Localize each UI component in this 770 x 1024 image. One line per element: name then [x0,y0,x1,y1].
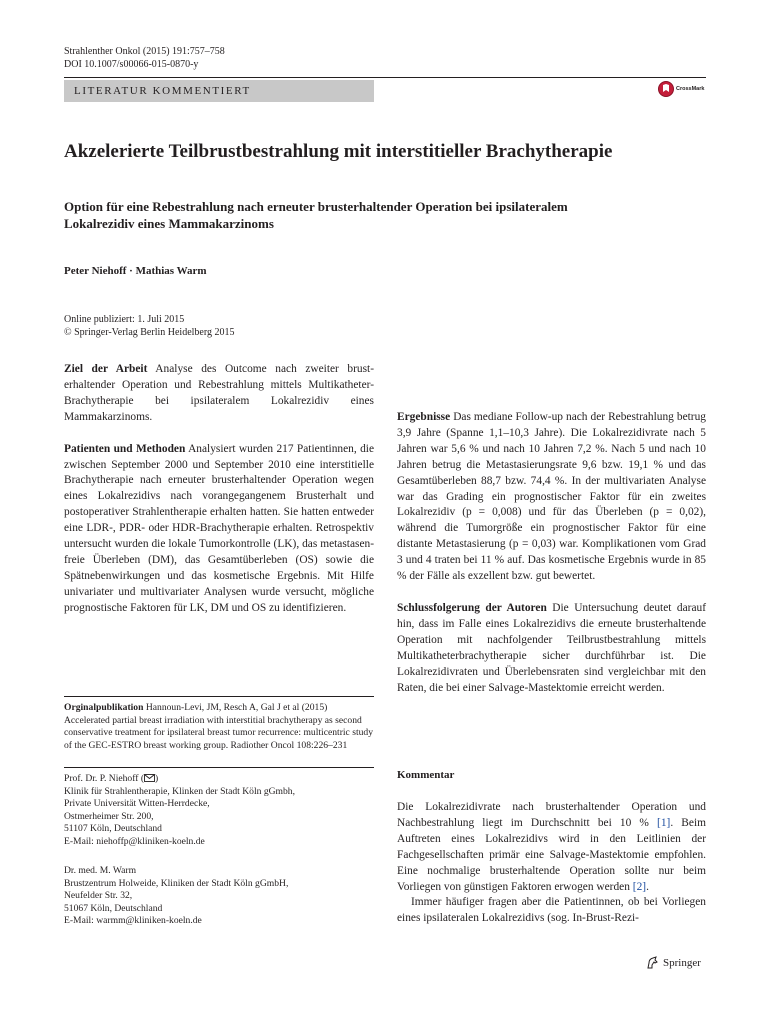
doi[interactable]: DOI 10.1007/s00066-015-0870-y [64,59,199,70]
envelope-icon [144,774,155,782]
copyright: © Springer-Verlag Berlin Heidelberg 2015 [64,327,235,338]
contact-rule [64,767,374,768]
origpub-label: Orginalpublikation [64,702,144,713]
reference-link[interactable]: [2] [632,880,647,893]
contact-address-line: Klinik für Strahlentherapie, Klinken der Stadt Köln gGmbh, [64,785,296,797]
springer-horse-icon [645,956,659,970]
ziel-label: Ziel der Arbeit [64,363,148,375]
schluss-text: Die Untersuchung deutet darauf hin, dass im Falle eines Lokalrezidivs die erneute brusterhaltende Operation mit nachfolgender Teilbrustbestrahlung mittels Multikatheterbrachytherapie sicher durchführbar ist. Die Lokalrezidivraten und Überlebensraten sind vergleichbar mit den Raten, die bei einer Salvage-Mastektomie erreicht werden. [397,601,706,694]
original-publication [64,702,374,752]
commentary-paragraph: Immer häufiger fragen aber die Patientinnen, ob bei Vorliegen eines ipsilateralen Lokalrezidivs (sog. In-Brust-Rezi- [397,896,706,925]
commentary-paragraph: Die Lokalrezidivrate nach brusterhaltender Operation und Nachbestrahlung liegt im Durchschnitt bei 10 % [1]. Beim Auftreten eines Lokalrezidivs wird in den Leitlinien der Fachgesellschaften primär eine Salvage-Mastektomie empfohlen. Eine nochmalige brusterhaltende Operation sollte nur beim Vorliegen von günstigen Faktoren erwogen werden [2]. [397,801,706,893]
methoden-label: Patienten und Methoden [64,442,186,455]
origpub-rule [64,696,374,697]
abstract-schlussfolgerung [397,601,706,696]
crossmark-icon [658,81,674,97]
abstract-ergebnisse [397,410,706,585]
publication-info [64,313,235,339]
publisher-name: Springer [663,957,701,969]
ergebnisse-label: Ergebnisse [397,411,451,423]
crossmark-label: CrossMark [676,86,705,92]
contact-address-line: Neufelder Str. 32, [64,890,133,902]
contact-address-line: 51067 Köln, Deutschland [64,902,163,914]
abstract-right-column [397,410,706,696]
abstract-left-column [64,362,374,617]
ziel-text: Analyse des Outcome nach zweiter brusterhaltender Operation und Rebestrahlung mittels Multikatheter-Brachytherapie bei ipsilateralem Lokalrezidiv eines Mammakarzinoms. [64,363,374,423]
category-banner: LITERATUR KOMMENTIERT [64,80,374,102]
abstract-methoden [64,442,374,617]
ergebnisse-text: Das mediane Follow-up nach der Rebestrahlung betrug 3,9 Jahre (Spanne 1,1–10,3 Jahre). Die Lokalrezidivrate nach 5 Jahren war 5,6 % und nach 10 Jahren 7,2 %. Nach 5 und nach 10 Jahren betrug die Metastasierungsrate 9,6 bzw. 19,1 % und das Gesamtüberleben 88,7 bzw. 74,4 %. In der multivariaten Analyse war das Grading ein prognostischer Faktor für ein zweites Lokalrezidiv (p = 0,008) und für das Überleben (p = 0,02), während die Tumorgröße ein prognostischer Faktor für eine distante Metastasierung (p = 0,03) war. Komplikationen vom Grad 3 und 4 traten bei 11 % auf. Das kosmetische Ergebnis wurde in 85 % der Fälle als exzellent bzw. gut bewertet. [397,411,706,583]
journal-citation: Strahlenther Onkol (2015) 191:757–758 [64,46,225,57]
abstract-ziel [64,362,374,426]
contact-address-line: 51107 Köln, Deutschland [64,823,162,835]
contact-address-line: Brustzentrum Holweide, Kliniken der Stadt Köln gGmbH, [64,877,289,889]
crossmark-badge[interactable] [658,80,704,98]
commentary-body [397,800,706,927]
authors: Peter Niehoff · Mathias Warm [64,265,207,277]
online-date: Online publiziert: 1. Juli 2015 [64,314,185,325]
commentary-heading: Kommentar [397,769,455,781]
header-rule [64,77,706,78]
contact-email[interactable]: E-Mail: niehoffp@kliniken-koeln.de [64,835,205,847]
origpub-text: Hannoun-Levi, JM, Resch A, Gal J et al (2015) Accelerated partial breast irradiation with interstitial brachytherapy as second conservative treatment for ipsilateral breast tumor recurrence: multicentric study of the GEC-ESTRO breast working group. Radiother Oncol 108:226–231 [64,702,374,751]
article-subtitle: Option für eine Rebestrahlung nach erneuter brusterhaltender Operation bei ipsilateralem Lokalrezidiv eines Mammakarzinoms [64,199,568,231]
contact-address-line: Private Universität Witten-Herrdecke, [64,798,210,810]
article-title: Akzelerierte Teilbrustbestrahlung mit interstitieller Brachytherapie [64,141,613,162]
schluss-label: Schlussfolgerung der Autoren [397,601,547,614]
contact-name: Prof. Dr. P. Niehoff ( ) [64,773,159,784]
publisher-mark [645,956,701,970]
contact-email[interactable]: E-Mail: warmm@kliniken-koeln.de [64,915,202,927]
contact-address-line: Ostmerheimer Str. 200, [64,810,154,822]
contact-niehoff [64,773,374,849]
contact-warm [64,865,374,928]
methoden-text: Analysiert wurden 217 Patientinnen, die zwischen September 2000 und September 2010 eine interstitielle Brachytherapie nach erneuter brusterhaltender Operation wegen eines Lokalrezidivs nach vorangegangenem Brusterhalt und postoperativer Strahlentherapie erhalten hatten. Sie hatten entweder eine LDR-, PDR- oder HDR-Brachytherapie erhalten. Retrospektiv untersucht wurden die lokale Tumorkontrolle (LK), das metastasenfreie Überleben (DM), das Gesamtüberleben (OS) sowie die Spätnebenwirkungen und das kosmetische Ergebnis. Mit Hilfe univariater und multivariater Analysen wurde versucht, mögliche prognostische Faktoren für LK, DM und OS zu identifizieren. [64,442,375,614]
reference-link[interactable]: [1] [657,816,671,829]
contact-name: Dr. med. M. Warm [64,865,137,876]
